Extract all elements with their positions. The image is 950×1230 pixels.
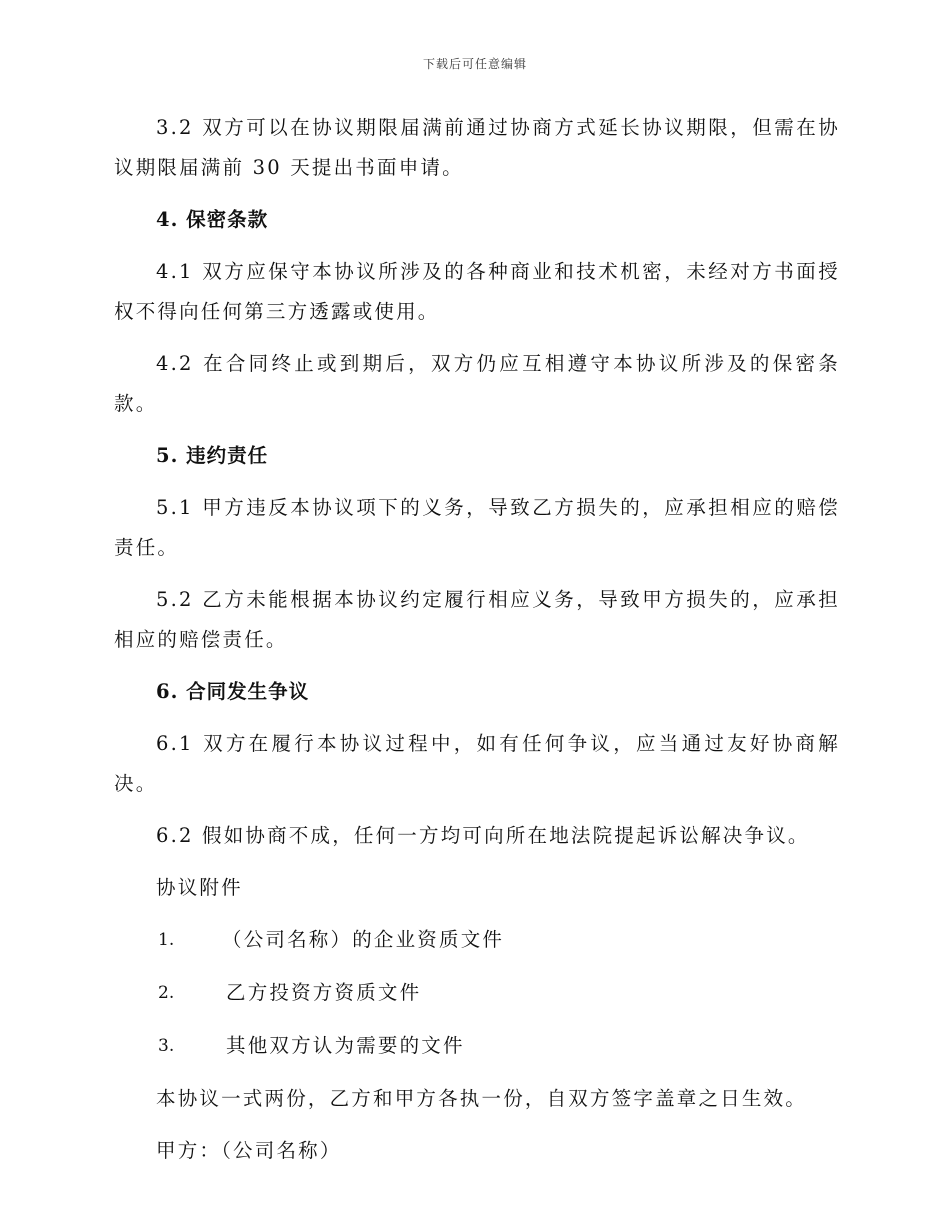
party-a-signature-line: 甲方：（公司名称）	[156, 1139, 342, 1162]
section-heading-dispute: 6. 合同发生争议	[156, 680, 310, 703]
clause-6-1: 6.1 双方在履行本协议过程中，如有任何争议，应当通过友好协商解决。	[114, 732, 840, 795]
clause-4-1: 4.1 双方应保守本协议所涉及的各种商业和技术机密，未经对方书面授权不得向任何第三方透露或使用。	[114, 260, 840, 323]
clause-5-1: 5.1 甲方违反本协议项下的义务，导致乙方损失的，应承担相应的赔偿责任。	[114, 496, 840, 559]
section-heading-breach: 5. 违约责任	[156, 444, 269, 467]
attachment-text: 其他双方认为需要的文件	[226, 1034, 465, 1057]
attachment-number: 1.	[158, 930, 175, 950]
section-heading-confidentiality: 4. 保密条款	[156, 208, 269, 231]
attachment-item	[114, 973, 840, 1013]
attachment-item	[114, 920, 840, 960]
attachment-number: 2.	[158, 983, 175, 1003]
clause-3-2: 3.2 双方可以在协议期限届满前通过协商方式延长协议期限，但需在协议期限届满前 30 天提出书面申请。	[114, 116, 840, 179]
page-header: 下载后可任意编辑	[422, 57, 527, 71]
clause-6-2: 6.2 假如协商不成，任何一方均可向所在地法院提起诉讼解决争议。	[156, 824, 810, 847]
clause-5-2: 5.2 乙方未能根据本协议约定履行相应义务，导致甲方损失的，应承担相应的赔偿责任。	[114, 588, 840, 651]
attachment-text: （公司名称）的企业资质文件	[222, 928, 505, 951]
closing-statement: 本协议一式两份，乙方和甲方各执一份，自双方签字盖章之日生效。	[156, 1087, 808, 1110]
attachment-number: 3.	[158, 1036, 175, 1056]
attachment-item	[114, 1026, 840, 1066]
document-body	[114, 108, 840, 1183]
clause-4-2: 4.2 在合同终止或到期后，双方仍应互相遵守本协议所涉及的保密条款。	[114, 352, 840, 415]
attachments-heading: 协议附件	[156, 876, 243, 899]
attachment-text: 乙方投资方资质文件	[226, 981, 422, 1004]
